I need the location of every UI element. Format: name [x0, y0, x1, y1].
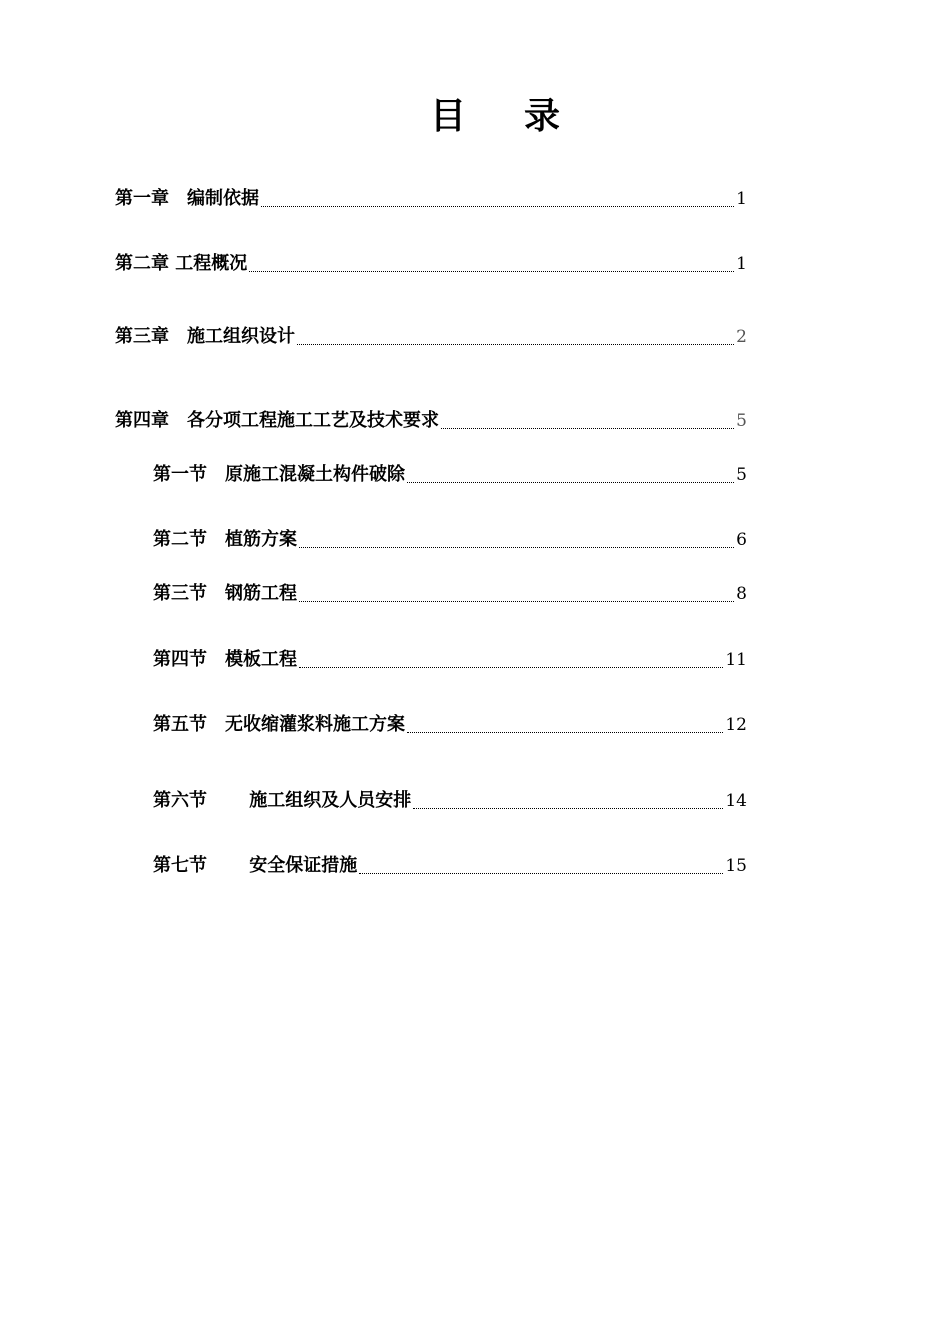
title-char-2: 录	[524, 95, 561, 137]
toc-label: 第六节 施工组织及人员安排	[153, 790, 412, 811]
toc-page-number: 5	[736, 411, 747, 431]
toc-leader	[297, 343, 734, 345]
toc-label: 第七节 安全保证措施	[153, 855, 358, 876]
toc-leader	[413, 807, 723, 809]
toc-label: 第二章 工程概况	[115, 253, 248, 274]
toc-page-number: 11	[725, 650, 747, 670]
toc-page-number: 14	[725, 791, 747, 811]
toc-leader	[299, 546, 734, 548]
toc-leader	[261, 205, 734, 207]
toc-entry-section-1[interactable]	[153, 459, 747, 487]
toc-label: 第一节 原施工混凝土构件破除	[153, 464, 405, 485]
page-title	[0, 90, 950, 142]
toc-page-number: 15	[725, 856, 747, 876]
toc-label: 第三章 施工组织设计	[115, 326, 295, 347]
toc-label: 第二节 植筋方案	[153, 529, 297, 550]
toc-entry-section-3[interactable]	[153, 578, 747, 606]
toc-leader	[299, 600, 734, 602]
toc-page-number: 8	[736, 584, 747, 604]
title-char-1: 目	[429, 95, 466, 137]
toc-label: 第四章 各分项工程施工工艺及技术要求	[115, 410, 439, 431]
toc-entry-chapter-3[interactable]	[115, 321, 747, 349]
toc-entry-chapter-1[interactable]	[115, 183, 747, 211]
toc-entry-section-2[interactable]	[153, 524, 747, 552]
toc-page-number: 5	[736, 465, 747, 485]
toc-leader	[359, 872, 723, 874]
toc-leader	[299, 666, 723, 668]
toc-entry-chapter-2[interactable]	[115, 248, 747, 276]
toc-page-number: 2	[736, 327, 747, 347]
toc-label: 第四节 模板工程	[153, 649, 297, 670]
toc-page-number: 1	[736, 254, 747, 274]
toc-leader	[441, 427, 734, 429]
toc-leader	[407, 731, 723, 733]
toc-page-number: 12	[725, 715, 747, 735]
toc-page-number: 6	[736, 530, 747, 550]
toc-entry-section-6[interactable]	[153, 785, 747, 813]
toc-entry-section-7[interactable]	[153, 850, 747, 878]
toc-label: 第五节 无收缩灌浆料施工方案	[153, 714, 405, 735]
toc-entry-section-5[interactable]	[153, 709, 747, 737]
toc-leader	[407, 481, 734, 483]
toc-entry-chapter-4[interactable]	[115, 405, 747, 433]
toc-label: 第一章 编制依据	[115, 188, 259, 209]
toc-page-number: 1	[736, 189, 747, 209]
toc-leader	[249, 270, 734, 272]
toc-entry-section-4[interactable]	[153, 644, 747, 672]
toc-label: 第三节 钢筋工程	[153, 583, 297, 604]
